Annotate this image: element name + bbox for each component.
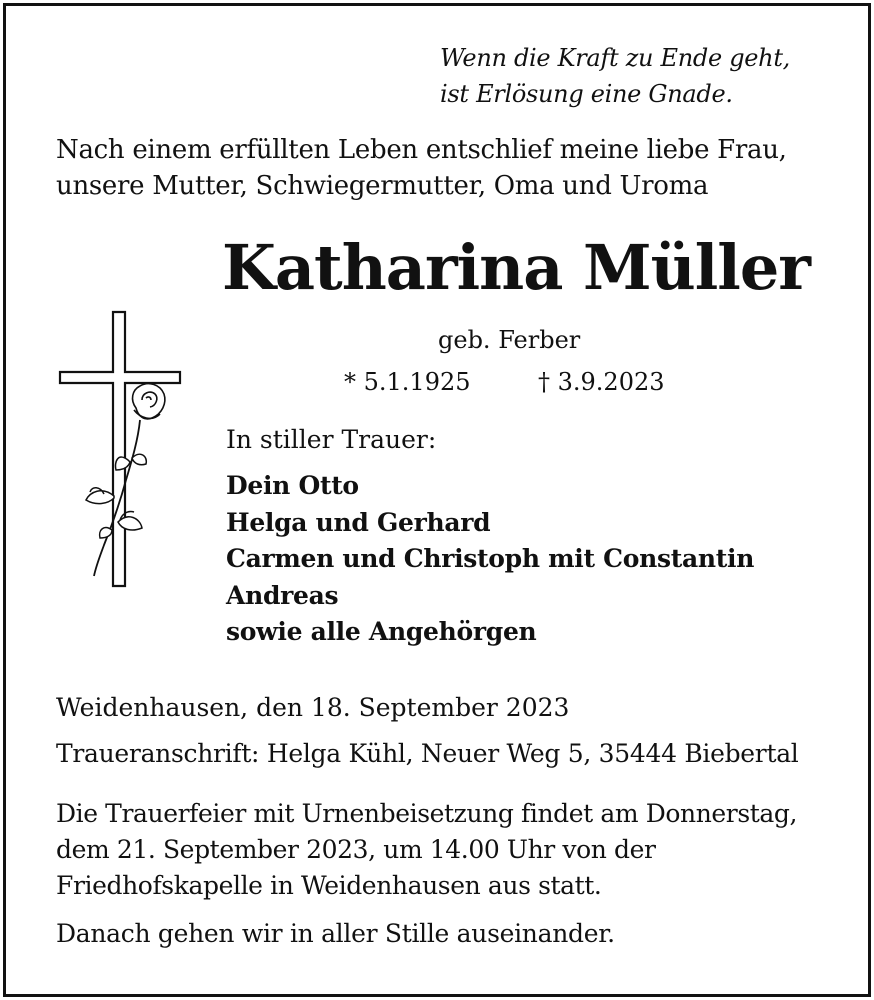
mourner-item: Dein Otto — [226, 471, 359, 500]
intro-text — [56, 132, 787, 204]
cross-with-rose-icon — [56, 310, 186, 590]
motto-line-2: ist Erlösung eine Gnade. — [440, 80, 733, 108]
mourner-item: Helga und Gerhard — [226, 507, 491, 537]
ceremony-info — [56, 796, 797, 904]
maiden-name: geb. Ferber — [438, 326, 581, 354]
mourner-item: Andreas — [226, 580, 339, 610]
intro-line-1: Nach einem erfüllten Leben entschlief meine liebe Frau, — [56, 135, 787, 165]
deceased-name: Katharina Müller — [222, 231, 810, 304]
motto-line-1: Wenn die Kraft zu Ende geht, — [440, 44, 790, 72]
death-date: † 3.9.2023 — [538, 368, 665, 396]
mourner-item: sowie alle Angehörgen — [226, 617, 537, 646]
mourning-label: In stiller Trauer: — [226, 425, 437, 454]
ceremony-line-2: dem 21. September 2023, um 14.00 Uhr von der — [56, 835, 656, 864]
mourners-list — [226, 468, 754, 651]
birth-date: * 5.1.1925 — [344, 368, 471, 396]
mourning-address: Traueranschrift: Helga Kühl, Neuer Weg 5, 35444 Biebertal — [56, 739, 799, 768]
ceremony-line-3: Friedhofskapelle in Weidenhausen aus statt. — [56, 871, 602, 900]
rose-bloom — [133, 384, 165, 419]
place-and-date: Weidenhausen, den 18. September 2023 — [56, 693, 570, 722]
intro-line-2: unsere Mutter, Schwiegermutter, Oma und Uroma — [56, 171, 709, 201]
cross-outline — [60, 312, 180, 586]
ceremony-line-1: Die Trauerfeier mit Urnenbeisetzung findet am Donnerstag, — [56, 799, 798, 828]
motto — [440, 40, 790, 112]
mourner-item: Carmen und Christoph mit Constantin — [226, 544, 755, 573]
closing-text: Danach gehen wir in aller Stille auseinander. — [56, 919, 615, 948]
